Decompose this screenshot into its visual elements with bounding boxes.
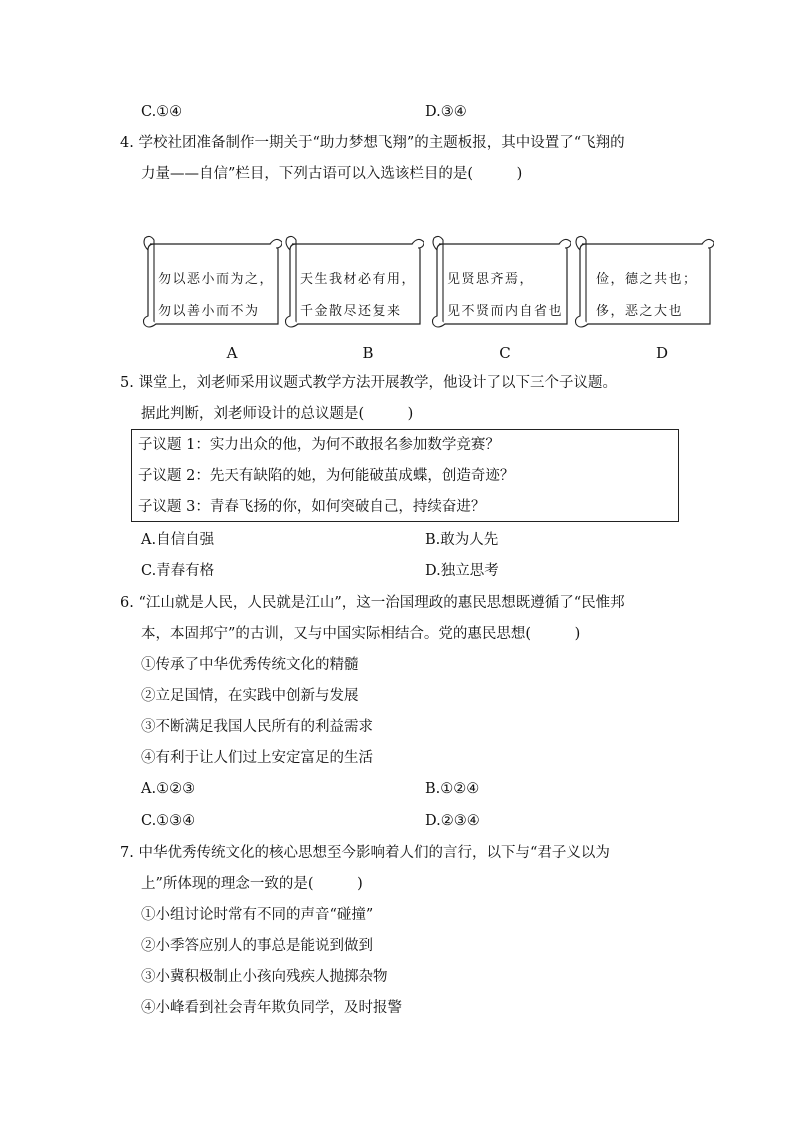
q6-option-c: C.①③④ [141, 813, 196, 829]
q7-item-4: ④小峰看到社会青年欺负同学，及时报警 [141, 1000, 402, 1016]
q6-item-1: ①传承了中华优秀传统文化的精髓 [141, 657, 359, 673]
scroll-a-text1: 勿以恶小而为之， [158, 272, 275, 287]
scroll-c [431, 232, 567, 328]
q5-option-d: D.独立思考 [425, 563, 499, 579]
scroll-label-a: A [226, 344, 238, 362]
scroll-label-b: B [362, 344, 374, 362]
q5-option-c: C.青春有格 [141, 563, 215, 579]
scroll-a [142, 232, 278, 328]
q6-item-2: ②立足国情，在实践中创新与发展 [141, 688, 359, 704]
q3-option-c: C.①④ [141, 104, 183, 120]
scroll-a-text2: 勿以善小而不为 [158, 304, 260, 319]
scroll-c-text1: 见贤思齐焉， [447, 272, 535, 287]
q6-item-4: ④有利于让人们过上安定富足的生活 [141, 750, 373, 766]
q7-item-3: ③小冀积极制止小孩向残疾人抛掷杂物 [141, 969, 388, 985]
q4-stem-line2: 力量——自信”栏目，下列古语可以入选该栏目的是( ) [141, 166, 523, 182]
q7-stem-line2: 上”所体现的理念一致的是( ) [141, 876, 363, 892]
q7-stem-line1: 7. 中华优秀传统文化的核心思想至今影响着人们的言行，以下与“君子义以为 [120, 845, 610, 861]
q5-stem-line2: 据此判断，刘老师设计的总议题是( ) [141, 406, 414, 422]
scroll-c-text2: 见不贤而内自省也 [447, 304, 564, 319]
scroll-b-text1: 天生我材必有用， [300, 272, 417, 287]
q6-option-d: D.②③④ [425, 813, 480, 829]
q4-stem-line1: 4. 学校社团准备制作一期关于“助力梦想飞翔”的主题板报，其中设置了“飞翔的 [120, 135, 625, 151]
q5-sub-topic-1: 子议题 1：实力出众的他，为何不敢报名参加数学竞赛？ [138, 437, 500, 453]
scroll-label-c: C [499, 344, 511, 362]
q5-option-b: B.敢为人先 [425, 532, 499, 548]
q5-sub-topic-3: 子议题 3：青春飞扬的你，如何突破自己，持续奋进？ [138, 499, 486, 515]
q6-option-a: A.①②③ [141, 781, 196, 797]
scroll-d-text1: 俭，德之共也； [596, 272, 698, 287]
q5-sub-topic-2: 子议题 2：先天有缺陷的她，为何能破茧成蝶，创造奇迹？ [138, 468, 515, 484]
q6-item-3: ③不断满足我国人民所有的利益需求 [141, 719, 373, 735]
q4-scroll-figure [138, 226, 718, 366]
q6-stem-line2: 本，本固邦宁”的古训，又与中国实际相结合。党的惠民思想( ) [141, 626, 581, 642]
q5-option-a: A.自信自强 [141, 532, 215, 548]
scroll-b [284, 232, 420, 328]
scroll-d-text2: 侈，恶之大也 [596, 304, 684, 319]
scroll-label-d: D [655, 344, 669, 362]
q7-item-1: ①小组讨论时常有不同的声音“碰撞” [141, 907, 374, 923]
q3-option-d: D.③④ [425, 104, 467, 120]
scroll-d [574, 232, 710, 328]
q5-stem-line1: 5. 课堂上，刘老师采用议题式教学方法开展教学，他设计了以下三个子议题。 [120, 375, 617, 391]
q6-stem-line1: 6. “江山就是人民，人民就是江山”，这一治国理政的惠民思想既遵循了“民惟邦 [120, 595, 625, 611]
scroll-b-text2: 千金散尽还复来 [300, 304, 402, 319]
q7-item-2: ②小季答应别人的事总是能说到做到 [141, 938, 373, 954]
q6-option-b: B.①②④ [425, 781, 480, 797]
